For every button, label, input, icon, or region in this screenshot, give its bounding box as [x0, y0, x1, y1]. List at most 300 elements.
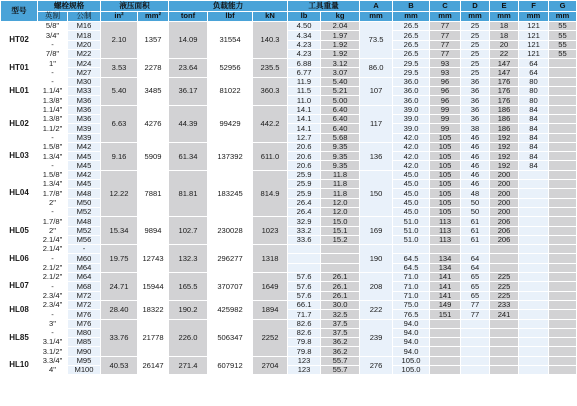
- header-col-d: D: [461, 1, 490, 12]
- weight-lb-cell: 33.6: [288, 235, 321, 244]
- dim-f-cell: 84: [519, 105, 549, 114]
- dim-c-cell: 77: [430, 22, 461, 31]
- weight-lb-cell: 4.34: [288, 31, 321, 40]
- dim-d-cell: 61: [461, 226, 490, 235]
- dim-b-cell: 94.0: [393, 319, 430, 328]
- table-row: [1, 282, 577, 291]
- weight-kg-cell: 9.35: [321, 142, 360, 151]
- weight-lb-cell: 11.5: [288, 87, 321, 96]
- dim-d-cell: 36: [461, 105, 490, 114]
- load-tonf-cell: 190.2: [169, 300, 208, 319]
- header-unit-kn: kN: [253, 11, 288, 22]
- header-col-f: F: [519, 1, 549, 12]
- imperial-cell: 1.1/4": [38, 87, 68, 96]
- area-mm2-cell: 3485: [138, 77, 169, 105]
- dim-d-cell: [461, 328, 490, 337]
- dim-g-cell: 55: [549, 49, 577, 58]
- header-unit-in2: in²: [101, 11, 138, 22]
- load-lbf-cell: 81022: [208, 77, 253, 105]
- dim-c-cell: 105: [430, 161, 461, 170]
- imperial-cell: 1.5/8": [38, 170, 68, 179]
- dim-a-cell: 190: [360, 245, 393, 273]
- imperial-cell: 1.3/4": [38, 180, 68, 189]
- dim-b-cell: 45.0: [393, 198, 430, 207]
- area-mm2-cell: 2278: [138, 59, 169, 78]
- dim-f-cell: 84: [519, 152, 549, 161]
- dim-d-cell: 77: [461, 310, 490, 319]
- table-row: [1, 77, 577, 86]
- dim-g-cell: [549, 217, 577, 226]
- model-cell: HT01: [1, 59, 38, 78]
- dim-e-cell: 225: [490, 273, 519, 282]
- dim-f-cell: [519, 263, 549, 272]
- header-col-c: C: [430, 1, 461, 12]
- weight-kg-cell: 6.40: [321, 105, 360, 114]
- header-unit-mm-d: mm: [461, 11, 490, 22]
- load-kn-cell: 140.3: [253, 22, 288, 59]
- dim-f-cell: [519, 310, 549, 319]
- header-col-g: G: [549, 1, 577, 12]
- dim-f-cell: [519, 189, 549, 198]
- dim-e-cell: 192: [490, 161, 519, 170]
- dim-g-cell: [549, 338, 577, 347]
- load-tonf-cell: 165.5: [169, 273, 208, 301]
- load-lbf-cell: 183245: [208, 170, 253, 216]
- table-row: [1, 105, 577, 114]
- weight-kg-cell: 6.40: [321, 114, 360, 123]
- dim-d-cell: 46: [461, 142, 490, 151]
- dim-g-cell: [549, 235, 577, 244]
- weight-lb-cell: 20.6: [288, 142, 321, 151]
- weight-kg-cell: 12.0: [321, 207, 360, 216]
- metric-cell: M90: [68, 347, 101, 356]
- header-model: 型号: [1, 1, 38, 22]
- header-row-2: [1, 11, 577, 22]
- dim-b-cell: 51.0: [393, 235, 430, 244]
- load-kn-cell: 2704: [253, 356, 288, 375]
- imperial-cell: 3": [38, 319, 68, 328]
- imperial-cell: 1.1/2": [38, 124, 68, 133]
- weight-lb-cell: 26.4: [288, 198, 321, 207]
- weight-lb-cell: 57.6: [288, 273, 321, 282]
- load-lbf-cell: 99429: [208, 105, 253, 142]
- dim-b-cell: 76.5: [393, 310, 430, 319]
- dim-e-cell: [490, 347, 519, 356]
- area-in2-cell: 6.63: [101, 105, 138, 142]
- dim-g-cell: [549, 124, 577, 133]
- area-in2-cell: 5.40: [101, 77, 138, 105]
- header-thread-spec: 螺栓规格: [38, 1, 101, 12]
- dim-c-cell: [430, 347, 461, 356]
- dim-c-cell: [430, 319, 461, 328]
- metric-cell: M20: [68, 40, 101, 49]
- dim-c-cell: 105: [430, 198, 461, 207]
- dim-g-cell: [549, 300, 577, 309]
- dim-c-cell: 105: [430, 152, 461, 161]
- load-lbf-cell: 607912: [208, 356, 253, 375]
- dim-e-cell: 200: [490, 180, 519, 189]
- metric-cell: -: [68, 245, 101, 254]
- imperial-cell: 2": [38, 226, 68, 235]
- header-metric: 公制: [68, 11, 101, 22]
- dim-g-cell: [549, 254, 577, 263]
- dim-b-cell: 64.5: [393, 263, 430, 272]
- weight-lb-cell: 14.1: [288, 105, 321, 114]
- dim-g-cell: [549, 96, 577, 105]
- weight-lb-cell: 25.9: [288, 189, 321, 198]
- imperial-cell: -: [38, 254, 68, 263]
- weight-kg-cell: 26.1: [321, 273, 360, 282]
- dim-b-cell: 51.0: [393, 217, 430, 226]
- dim-d-cell: 46: [461, 161, 490, 170]
- dim-d-cell: [461, 319, 490, 328]
- weight-kg-cell: 55.7: [321, 356, 360, 365]
- dim-a-cell: 222: [360, 300, 393, 319]
- load-kn-cell: 2252: [253, 319, 288, 356]
- dim-f-cell: [519, 254, 549, 263]
- dim-b-cell: 45.0: [393, 207, 430, 216]
- weight-lb-cell: 26.4: [288, 207, 321, 216]
- dim-e-cell: 176: [490, 87, 519, 96]
- dim-c-cell: 105: [430, 189, 461, 198]
- dim-e-cell: 200: [490, 170, 519, 179]
- dim-b-cell: 94.0: [393, 338, 430, 347]
- dim-e-cell: 200: [490, 189, 519, 198]
- dim-f-cell: [519, 170, 549, 179]
- table-row: [1, 207, 577, 216]
- dim-b-cell: 39.0: [393, 105, 430, 114]
- weight-kg-cell: 1.92: [321, 40, 360, 49]
- header-unit-mm-b: mm: [393, 11, 430, 22]
- weight-kg-cell: 11.8: [321, 170, 360, 179]
- imperial-cell: 2.1/2": [38, 273, 68, 282]
- weight-lb-cell: 82.6: [288, 319, 321, 328]
- dim-b-cell: 51.0: [393, 226, 430, 235]
- dim-f-cell: [519, 180, 549, 189]
- dim-b-cell: 105.0: [393, 356, 430, 365]
- table-row: [1, 198, 577, 207]
- dim-b-cell: 39.0: [393, 124, 430, 133]
- dim-b-cell: 42.0: [393, 152, 430, 161]
- dim-c-cell: 77: [430, 40, 461, 49]
- dim-c-cell: 151: [430, 310, 461, 319]
- dim-d-cell: 25: [461, 40, 490, 49]
- table-row: [1, 87, 577, 96]
- dim-d-cell: 36: [461, 114, 490, 123]
- dim-e-cell: [490, 356, 519, 365]
- load-tonf-cell: 36.17: [169, 77, 208, 105]
- dim-d-cell: 46: [461, 152, 490, 161]
- area-mm2-cell: 1357: [138, 22, 169, 59]
- load-kn-cell: 442.2: [253, 105, 288, 142]
- metric-cell: M27: [68, 68, 101, 77]
- load-lbf-cell: 370707: [208, 273, 253, 301]
- dim-e-cell: 147: [490, 59, 519, 68]
- dim-a-cell: 136: [360, 142, 393, 170]
- table-row: [1, 96, 577, 105]
- dim-b-cell: 64.5: [393, 254, 430, 263]
- weight-lb-cell: 20.6: [288, 161, 321, 170]
- metric-cell: M85: [68, 338, 101, 347]
- dim-b-cell: [393, 245, 430, 254]
- dim-c-cell: 105: [430, 142, 461, 151]
- dim-f-cell: 84: [519, 142, 549, 151]
- dim-d-cell: 50: [461, 207, 490, 216]
- dim-b-cell: 42.0: [393, 133, 430, 142]
- load-kn-cell: 235.5: [253, 59, 288, 78]
- dim-b-cell: 45.0: [393, 170, 430, 179]
- weight-lb-cell: 12.7: [288, 133, 321, 142]
- table-row: [1, 161, 577, 170]
- dim-e-cell: [490, 328, 519, 337]
- weight-lb-cell: 4.50: [288, 22, 321, 31]
- area-in2-cell: 2.10: [101, 22, 138, 59]
- dim-d-cell: 77: [461, 300, 490, 309]
- weight-kg-cell: 15.1: [321, 226, 360, 235]
- table-row: [1, 59, 577, 68]
- dim-g-cell: [549, 59, 577, 68]
- dim-g-cell: [549, 347, 577, 356]
- weight-lb-cell: 11.9: [288, 77, 321, 86]
- dim-g-cell: [549, 87, 577, 96]
- dim-b-cell: 39.0: [393, 114, 430, 123]
- table-row: [1, 347, 577, 356]
- dim-g-cell: [549, 365, 577, 374]
- imperial-cell: 2.3/4": [38, 300, 68, 309]
- model-cell: HT02: [1, 22, 38, 59]
- dim-f-cell: [519, 226, 549, 235]
- weight-kg-cell: 36.2: [321, 347, 360, 356]
- dim-c-cell: [430, 328, 461, 337]
- dim-d-cell: [461, 356, 490, 365]
- dim-f-cell: 80: [519, 96, 549, 105]
- dim-f-cell: [519, 207, 549, 216]
- area-in2-cell: 12.22: [101, 170, 138, 216]
- model-cell: HL01: [1, 77, 38, 105]
- dim-g-cell: [549, 114, 577, 123]
- dim-c-cell: 134: [430, 254, 461, 263]
- load-lbf-cell: 31554: [208, 22, 253, 59]
- dim-f-cell: [519, 356, 549, 365]
- dim-b-cell: 26.5: [393, 22, 430, 31]
- header-unit-mm-f: mm: [519, 11, 549, 22]
- model-cell: HL10: [1, 356, 38, 375]
- imperial-cell: -: [38, 77, 68, 86]
- dim-c-cell: 96: [430, 77, 461, 86]
- weight-kg-cell: 55.7: [321, 365, 360, 374]
- model-cell: HL04: [1, 170, 38, 216]
- dim-c-cell: 99: [430, 114, 461, 123]
- model-cell: HL03: [1, 142, 38, 170]
- weight-kg-cell: 9.35: [321, 152, 360, 161]
- dim-f-cell: [519, 291, 549, 300]
- model-cell: HL06: [1, 245, 38, 273]
- area-mm2-cell: 26147: [138, 356, 169, 375]
- metric-cell: M30: [68, 77, 101, 86]
- dim-g-cell: [549, 152, 577, 161]
- metric-cell: M36: [68, 114, 101, 123]
- dim-d-cell: 36: [461, 96, 490, 105]
- dim-e-cell: 200: [490, 198, 519, 207]
- dim-c-cell: [430, 338, 461, 347]
- table-row: [1, 170, 577, 179]
- dim-d-cell: 50: [461, 198, 490, 207]
- dim-g-cell: [549, 170, 577, 179]
- metric-cell: M48: [68, 189, 101, 198]
- dim-b-cell: 71.0: [393, 291, 430, 300]
- imperial-cell: 3/4": [38, 31, 68, 40]
- table-row: [1, 22, 577, 31]
- weight-lb-cell: 123: [288, 356, 321, 365]
- metric-cell: M68: [68, 282, 101, 291]
- dim-f-cell: 64: [519, 59, 549, 68]
- table-row: [1, 338, 577, 347]
- dim-e-cell: 233: [490, 300, 519, 309]
- load-kn-cell: 814.9: [253, 170, 288, 216]
- weight-kg-cell: 3.07: [321, 68, 360, 77]
- area-in2-cell: 33.76: [101, 319, 138, 356]
- metric-cell: M60: [68, 254, 101, 263]
- imperial-cell: 1.3/8": [38, 114, 68, 123]
- table-body: [1, 22, 577, 375]
- dim-e-cell: [490, 319, 519, 328]
- dim-d-cell: 64: [461, 254, 490, 263]
- weight-kg-cell: 15.0: [321, 217, 360, 226]
- dim-f-cell: 121: [519, 22, 549, 31]
- imperial-cell: 1.3/4": [38, 152, 68, 161]
- dim-d-cell: 36: [461, 77, 490, 86]
- area-mm2-cell: 7881: [138, 170, 169, 216]
- dim-a-cell: 239: [360, 319, 393, 356]
- dim-c-cell: 99: [430, 124, 461, 133]
- dim-b-cell: 94.0: [393, 328, 430, 337]
- dim-c-cell: [430, 356, 461, 365]
- dim-c-cell: 77: [430, 49, 461, 58]
- table-row: [1, 152, 577, 161]
- imperial-cell: 2": [38, 198, 68, 207]
- dim-c-cell: 141: [430, 291, 461, 300]
- dim-a-cell: 276: [360, 356, 393, 375]
- metric-cell: M45: [68, 152, 101, 161]
- dim-d-cell: 36: [461, 87, 490, 96]
- dim-e-cell: 225: [490, 282, 519, 291]
- dim-a-cell: 117: [360, 105, 393, 142]
- weight-lb-cell: [288, 263, 321, 272]
- header-unit-kg: kg: [321, 11, 360, 22]
- dim-e-cell: 206: [490, 226, 519, 235]
- weight-kg-cell: 30.0: [321, 300, 360, 309]
- header-unit-mm-g: mm: [549, 11, 577, 22]
- imperial-cell: 4": [38, 365, 68, 374]
- dim-d-cell: 25: [461, 68, 490, 77]
- metric-cell: M64: [68, 263, 101, 272]
- table-row: [1, 142, 577, 151]
- imperial-cell: -: [38, 161, 68, 170]
- table-row: [1, 254, 577, 263]
- metric-cell: M52: [68, 226, 101, 235]
- weight-kg-cell: 26.1: [321, 291, 360, 300]
- dim-e-cell: 200: [490, 207, 519, 216]
- weight-kg-cell: 9.35: [321, 161, 360, 170]
- weight-kg-cell: 36.2: [321, 338, 360, 347]
- dim-g-cell: [549, 142, 577, 151]
- weight-lb-cell: 57.6: [288, 291, 321, 300]
- table-row: [1, 226, 577, 235]
- dim-f-cell: 121: [519, 31, 549, 40]
- weight-kg-cell: [321, 245, 360, 254]
- dim-b-cell: 105.0: [393, 365, 430, 374]
- dim-e-cell: [490, 338, 519, 347]
- dim-c-cell: 105: [430, 180, 461, 189]
- table-row: [1, 365, 577, 374]
- load-lbf-cell: 425982: [208, 300, 253, 319]
- dim-d-cell: 48: [461, 189, 490, 198]
- table-row: [1, 180, 577, 189]
- load-tonf-cell: 23.64: [169, 59, 208, 78]
- weight-lb-cell: 6.88: [288, 59, 321, 68]
- imperial-cell: 2.1/4": [38, 245, 68, 254]
- weight-lb-cell: 6.77: [288, 68, 321, 77]
- area-mm2-cell: 15944: [138, 273, 169, 301]
- imperial-cell: 5/8": [38, 22, 68, 31]
- weight-kg-cell: 11.8: [321, 189, 360, 198]
- dim-d-cell: [461, 347, 490, 356]
- weight-lb-cell: 4.23: [288, 49, 321, 58]
- load-tonf-cell: 132.3: [169, 245, 208, 273]
- table-row: [1, 300, 577, 309]
- imperial-cell: -: [38, 68, 68, 77]
- dim-c-cell: 113: [430, 217, 461, 226]
- weight-lb-cell: 79.8: [288, 347, 321, 356]
- model-cell: HL05: [1, 217, 38, 245]
- dim-d-cell: 25: [461, 31, 490, 40]
- dim-c-cell: 93: [430, 68, 461, 77]
- dim-e-cell: [490, 365, 519, 374]
- dim-c-cell: 96: [430, 96, 461, 105]
- header-imperial: 英制: [38, 11, 68, 22]
- dim-f-cell: 84: [519, 161, 549, 170]
- imperial-cell: 1": [38, 59, 68, 68]
- dim-e-cell: 225: [490, 291, 519, 300]
- dim-d-cell: 25: [461, 49, 490, 58]
- dim-e-cell: 206: [490, 217, 519, 226]
- dim-e-cell: 192: [490, 133, 519, 142]
- header-row-1: [1, 1, 577, 12]
- table-row: [1, 328, 577, 337]
- dim-e-cell: [490, 254, 519, 263]
- dim-e-cell: 206: [490, 235, 519, 244]
- dim-b-cell: 42.0: [393, 161, 430, 170]
- dim-b-cell: 36.0: [393, 77, 430, 86]
- dim-g-cell: [549, 189, 577, 198]
- imperial-cell: -: [38, 207, 68, 216]
- table-row: [1, 319, 577, 328]
- metric-cell: M33: [68, 87, 101, 96]
- weight-lb-cell: [288, 245, 321, 254]
- dim-d-cell: [461, 245, 490, 254]
- imperial-cell: 2.3/4": [38, 291, 68, 300]
- header-unit-mm-c: mm: [430, 11, 461, 22]
- header-unit-lbf: lbf: [208, 11, 253, 22]
- dim-c-cell: 149: [430, 300, 461, 309]
- weight-lb-cell: 14.1: [288, 124, 321, 133]
- area-in2-cell: 9.16: [101, 142, 138, 170]
- dim-d-cell: 46: [461, 180, 490, 189]
- table-row: [1, 217, 577, 226]
- dim-f-cell: 64: [519, 68, 549, 77]
- area-mm2-cell: 18322: [138, 300, 169, 319]
- weight-lb-cell: [288, 254, 321, 263]
